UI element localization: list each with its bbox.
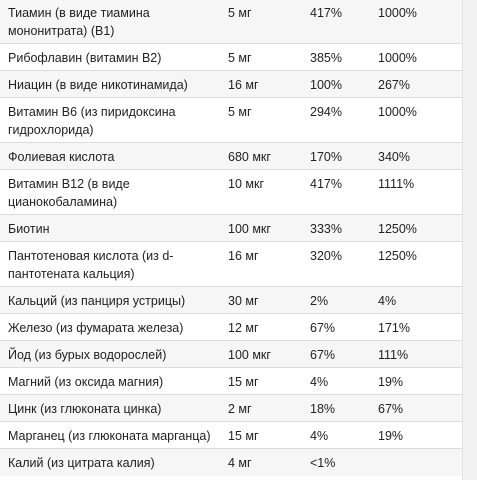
table-row (0, 287, 462, 314)
table-row (0, 242, 462, 287)
nutrient-name: Витамин B6 (из пиридоксина гидрохлорида) (8, 105, 176, 137)
nutrient-daily-value-1: 4% (310, 429, 329, 443)
nutrient-amount: 2 мг (228, 402, 252, 416)
nutrient-daily-value-2: 1000% (378, 105, 417, 119)
table-row (0, 422, 462, 449)
nutrient-daily-value-2: 1250% (378, 249, 417, 263)
nutrient-name: Кальций (из панциря устрицы) (8, 294, 186, 308)
nutrient-daily-value-2: 1111% (378, 177, 415, 191)
nutrient-name: Витамин B12 (в виде цианокобаламина) (8, 177, 130, 209)
nutrient-amount: 10 мкг (228, 177, 264, 191)
nutrient-daily-value-1: 4% (310, 375, 329, 389)
nutrient-daily-value-1: 2% (310, 294, 329, 308)
nutrient-daily-value-2: 1000% (378, 6, 417, 20)
nutrient-name: Магний (из оксида магния) (8, 375, 164, 389)
nutrient-amount: 30 мг (228, 294, 259, 308)
nutrient-name: Цинк (из глюконата цинка) (8, 402, 162, 416)
nutrient-daily-value-1: 170% (310, 150, 342, 164)
table-row (0, 215, 462, 242)
table-row (0, 341, 462, 368)
table-row (0, 143, 462, 170)
nutrient-amount: 16 мг (228, 78, 259, 92)
nutrient-amount: 680 мкг (228, 150, 271, 164)
nutrient-amount: 5 мг (228, 6, 252, 20)
nutrient-name: Йод (из бурых водорослей) (8, 348, 167, 362)
nutrient-daily-value-1: 294% (310, 105, 342, 119)
nutrient-daily-value-1: 67% (310, 321, 336, 335)
nutrient-amount: 5 мг (228, 105, 252, 119)
nutrient-daily-value-1: 67% (310, 348, 336, 362)
nutrient-name: Железо (из фумарата железа) (8, 321, 184, 335)
table-row (0, 0, 462, 44)
nutrient-name: Ниацин (в виде никотинамида) (8, 78, 188, 92)
nutrient-amount: 4 мг (228, 456, 252, 470)
nutrient-daily-value-1: 385% (310, 51, 342, 65)
table-row (0, 170, 462, 215)
nutrient-daily-value-1: 320% (310, 249, 342, 263)
table-row (0, 368, 462, 395)
table-row (0, 98, 462, 143)
nutrient-name: Рибофлавин (витамин B2) (8, 51, 162, 65)
table-row (0, 44, 462, 71)
nutrient-daily-value-2: 19% (378, 375, 404, 389)
nutrient-daily-value-1: 333% (310, 222, 342, 236)
nutrient-daily-value-2: 67% (378, 402, 404, 416)
nutrient-daily-value-2: 267% (378, 78, 410, 92)
table-row (0, 314, 462, 341)
nutrient-daily-value-1: <1% (310, 456, 336, 470)
nutrient-daily-value-2: 19% (378, 429, 404, 443)
nutrient-daily-value-1: 417% (310, 6, 342, 20)
nutrient-amount: 16 мг (228, 249, 259, 263)
nutrient-name: Тиамин (в виде тиамина мононитрата) (B1) (8, 6, 150, 38)
nutrient-daily-value-2: 171% (378, 321, 410, 335)
nutrient-daily-value-1: 100% (310, 78, 342, 92)
nutrient-name: Фолиевая кислота (8, 150, 115, 164)
vertical-scrollbar[interactable] (462, 0, 477, 480)
table-row (0, 71, 462, 98)
nutrient-name: Марганец (из глюконата марганца) (8, 429, 211, 443)
table-row (0, 395, 462, 422)
nutrient-daily-value-2: 4% (378, 294, 397, 308)
nutrient-daily-value-2: 1250% (378, 222, 417, 236)
nutrient-name: Пантотеновая кислота (из d-пантотената кальция) (8, 249, 174, 281)
nutrient-amount: 15 мг (228, 429, 259, 443)
nutrient-daily-value-2: 1000% (378, 51, 417, 65)
table-row (0, 449, 462, 476)
nutrient-daily-value-2: 340% (378, 150, 410, 164)
nutrient-name: Биотин (8, 222, 50, 236)
nutrient-daily-value-1: 417% (310, 177, 342, 191)
nutrient-amount: 5 мг (228, 51, 252, 65)
nutrient-name: Калий (из цитрата калия) (8, 456, 155, 470)
nutrient-daily-value-2: 111% (378, 348, 409, 362)
nutrient-amount: 15 мг (228, 375, 259, 389)
nutrient-amount: 100 мкг (228, 348, 271, 362)
nutrient-amount: 12 мг (228, 321, 259, 335)
nutrient-daily-value-1: 18% (310, 402, 336, 416)
nutrient-amount: 100 мкг (228, 222, 271, 236)
